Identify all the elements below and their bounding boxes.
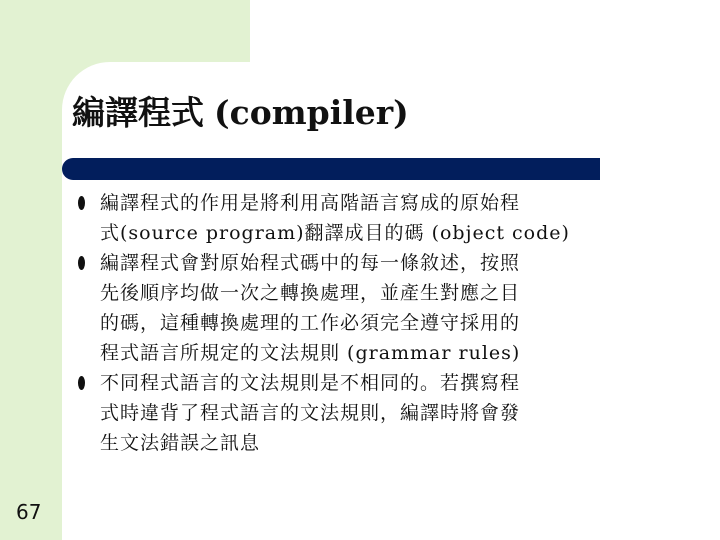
bullet-line: 程式語言所規定的文法規則 (grammar rules) — [100, 342, 521, 364]
bullet-list — [100, 188, 620, 458]
bullet-line: 式(source program)翻譯成目的碼 (object code) — [100, 222, 570, 244]
bullet-item — [100, 248, 620, 368]
bullet-icon — [78, 256, 85, 270]
slide-title — [72, 93, 409, 132]
bullet-item — [100, 368, 620, 458]
bullet-line: 式時違背了程式語言的文法規則，編譯時將會發 — [100, 402, 521, 424]
bullet-line: 編譯程式會對原始程式碼中的每一條敘述，按照 — [100, 252, 521, 274]
title-divider-bar — [62, 158, 600, 180]
slide-title-english: (compiler) — [214, 93, 409, 132]
bullet-line: 生文法錯誤之訊息 — [100, 432, 261, 454]
bullet-line: 編譯程式的作用是將利用高階語言寫成的原始程 — [100, 192, 521, 214]
page-number: 67 — [16, 500, 42, 524]
bullet-line: 不同程式語言的文法規則是不相同的。若撰寫程 — [100, 372, 521, 394]
bullet-line: 的碼，這種轉換處理的工作必須完全遵守採用的 — [100, 312, 521, 334]
bullet-icon — [78, 196, 85, 210]
slide-title-chinese: 編譯程式 — [72, 93, 204, 132]
bullet-icon — [78, 376, 85, 390]
bullet-item — [100, 188, 620, 248]
bullet-line: 先後順序均做一次之轉換處理，並產生對應之目 — [100, 282, 521, 304]
